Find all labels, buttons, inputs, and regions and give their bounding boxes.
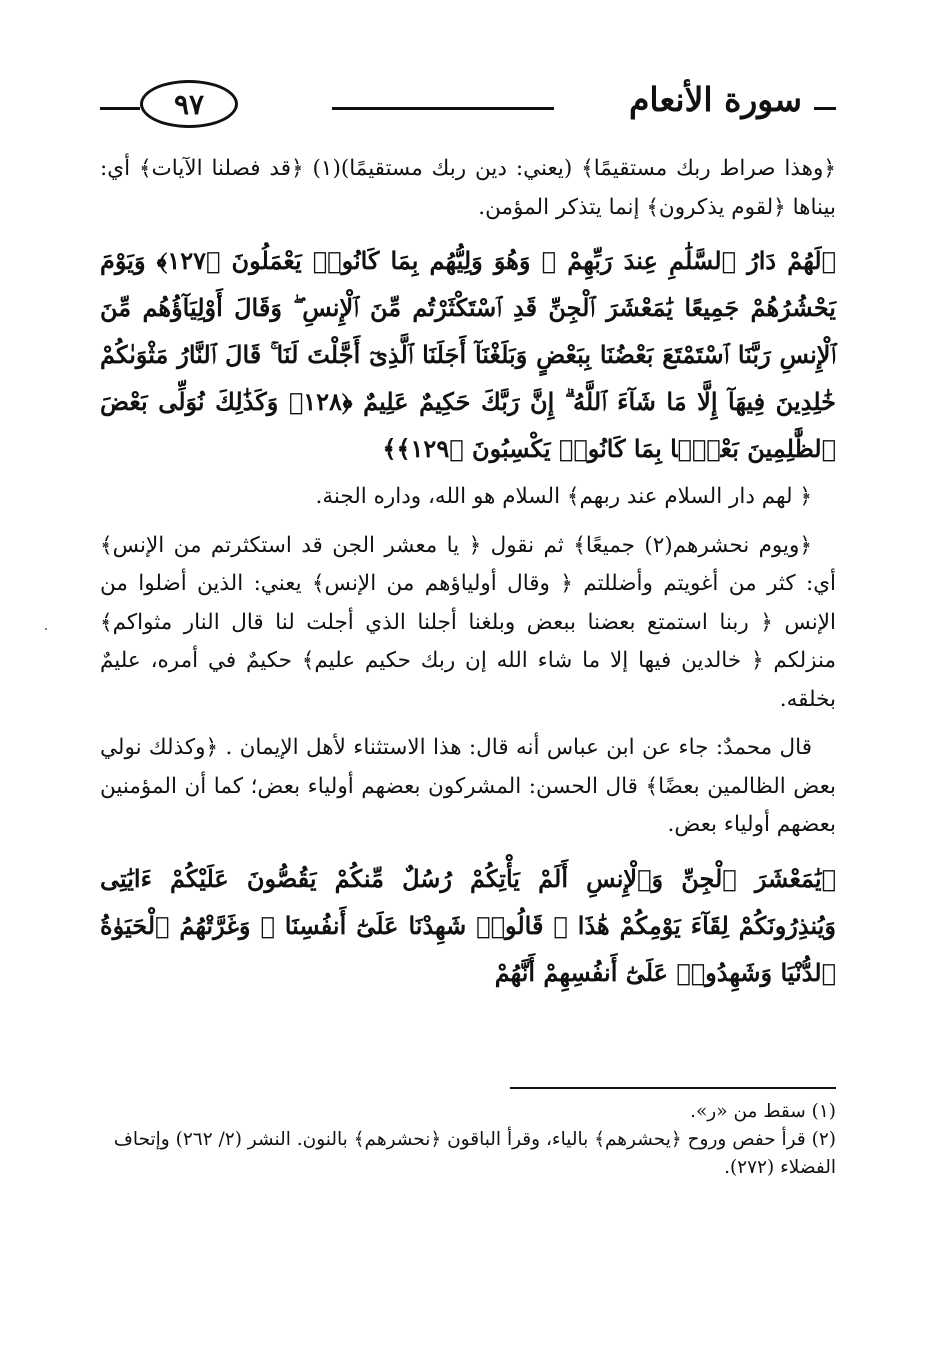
header-rule-right <box>814 107 836 110</box>
footnote: (١) سقط من «ر». <box>690 1101 836 1122</box>
quran-verse-block: ﴿يَٰمَعْشَرَ ٱلْجِنِّ وَٱلْإِنسِ أَلَمْ يَأْتِكُمْ رُسُلٌ مِّنكُمْ يَقُصُّونَ عَلَيْكُمْ ءَايَٰتِى وَيُنذِرُونَكُمْ لِقَآءَ يَوْمِكُمْ هَٰذَا ۚ قَالُوا۟ شَهِدْنَا عَلَىٰٓ أَنفُسِنَا ۖ وَغَرَّتْهُمُ ٱلْحَيَوٰةُ ٱلدُّنْيَا وَشَهِدُوا۟ عَلَىٰٓ أَنفُسِهِمْ أَنَّهُمْ <box>100 863 836 987</box>
commentary-paragraph: ﴿ لهم دار السلام عند ربهم﴾ السلام هو الله، وداره الجنة. <box>315 484 812 509</box>
commentary-paragraph: ﴿وهذا صراط ربك مستقيمًا﴾ (يعني: دين ربك مستقيمًا)(١) ﴿قد فصلنا الآيات﴾ أي: بيناها ﴿لقوم يذكرون﴾ إنما يتذكر المؤمن. <box>100 156 836 220</box>
commentary-paragraph: ﴿ويوم نحشرهم(٢) جميعًا﴾ ثم نقول ﴿ يا معشر الجن قد استكثرتم من الإنس﴾ أي: كثر من أغويتم وأضللتم ﴿ وقال أولياؤهم من الإنس﴾ يعني: الذين أضلوا من الإنس ﴿ ربنا استمتع بعضنا ببعض وبلغنا أجلنا الذي أجلت لنا قال النار مثواكم﴾ منزلكم ﴿ خالدين فيها إلا ما شاء الله إن ربك حكيم عليم﴾ حكيمٌ في أمره، عليمٌ بخلقه. <box>100 532 836 712</box>
commentary-paragraph: قال محمدٌ: جاء عن ابن عباس أنه قال: هذا الاستثناء لأهل الإيمان . ﴿وكذلك نولي بعض الظالمين بعضًا﴾ قال الحسن: المشركون بعضهم أولياء بعض؛ كما أن المؤمنين بعضهم أولياء بعض. <box>100 735 836 837</box>
header-rule-left <box>100 107 140 110</box>
page-header <box>100 78 836 134</box>
surah-title: سورة الأنعام <box>629 80 802 119</box>
page-body <box>100 150 836 1002</box>
scan-speck <box>45 628 47 630</box>
footnotes <box>100 1098 836 1182</box>
header-rule-middle <box>332 107 554 110</box>
page-number: ٩٧ <box>140 80 238 128</box>
footnote-separator <box>510 1087 836 1089</box>
footnote: (٢) قرأ حفص وروح ﴿يحشرهم﴾ بالياء، وقرأ الباقون ﴿نحشرهم﴾ بالنون. النشر (٢/ ٢٦٢) وإتحاف الفضلاء (٢٧٢). <box>113 1129 836 1178</box>
quran-verse-block: ﴿لَهُمْ دَارُ ٱلسَّلَٰمِ عِندَ رَبِّهِمْ ۖ وَهُوَ وَلِيُّهُم بِمَا كَانُوا۟ يَعْمَلُونَ ﴿١٢٧﴾ وَيَوْمَ يَحْشُرُهُمْ جَمِيعًا يَٰمَعْشَرَ ٱلْجِنِّ قَدِ ٱسْتَكْثَرْتُم مِّنَ ٱلْإِنسِ ۖ وَقَالَ أَوْلِيَآؤُهُم مِّنَ ٱلْإِنسِ رَبَّنَا ٱسْتَمْتَعَ بَعْضُنَا بِبَعْضٍ وَبَلَغْنَآ أَجَلَنَا ٱلَّذِىٓ أَجَّلْتَ لَنَا ۚ قَالَ ٱلنَّارُ مَثْوَىٰكُمْ خَٰلِدِينَ فِيهَآ إِلَّا مَا شَآءَ ٱللَّهُ ۗ إِنَّ رَبَّكَ حَكِيمٌ عَلِيمٌ ﴿١٢٨﴾ وَكَذَٰلِكَ نُوَلِّى بَعْضَ ٱلظَّٰلِمِينَ بَعْضًۢا بِمَا كَانُوا۟ يَكْسِبُونَ ﴿١٢٩﴾﴾ <box>100 246 837 463</box>
